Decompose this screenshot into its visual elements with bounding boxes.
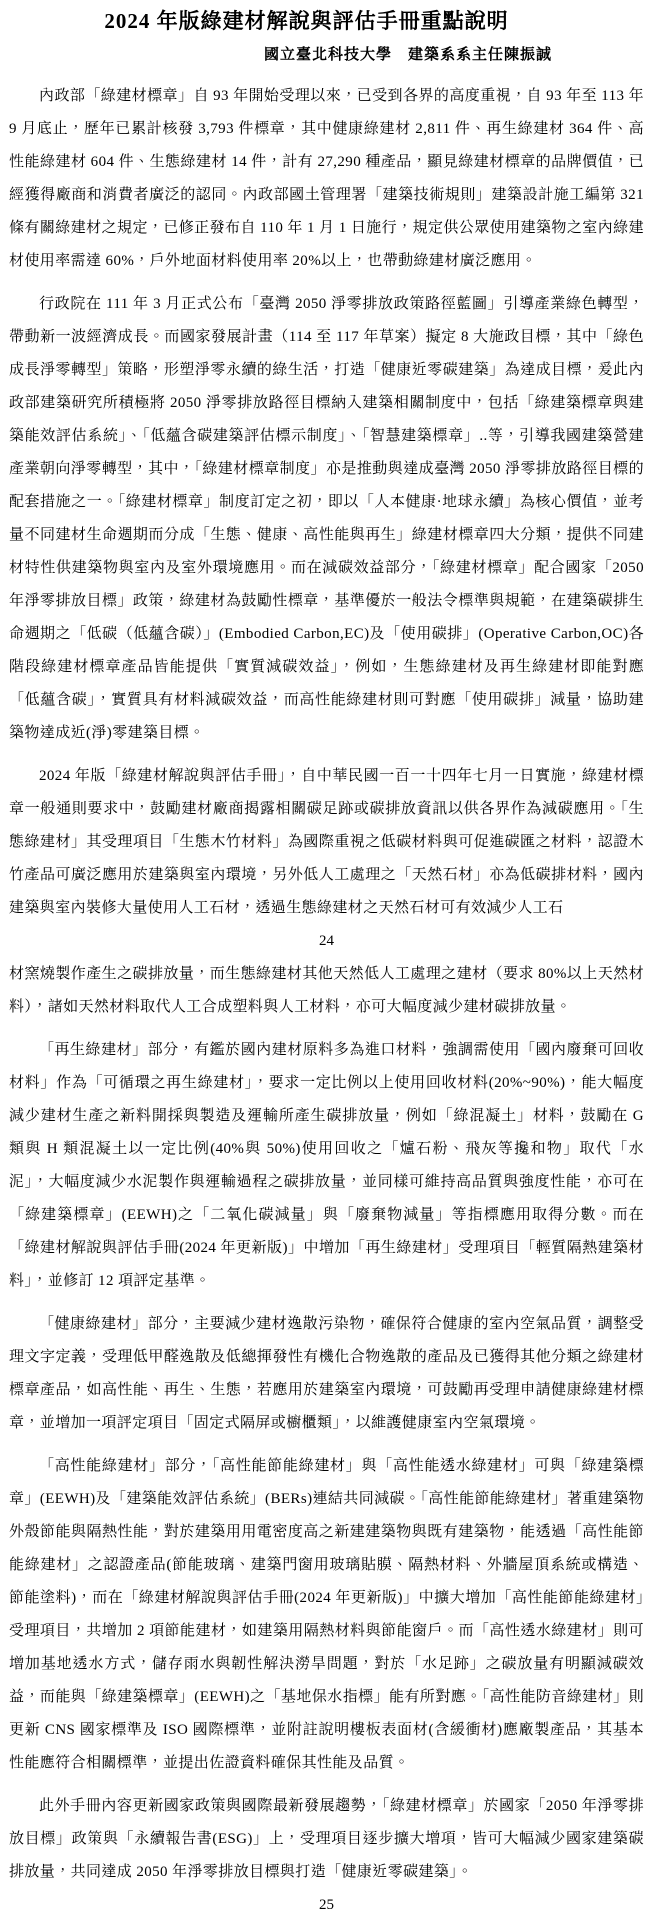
body-paragraph-3-continued: 材窯燒製作產生之碳排放量，而生態綠建材其他天然低人工處理之建材（要求 80%以上天然材料），諸如天然材料取代人工合成塑料與人工材料，亦可大幅度減少建材碳排放量。 xyxy=(9,966,644,1015)
body-paragraph-3: 2024 年版「綠建材解說與評估手冊」，自中華民國一百一十四年七月一日實施，綠建材標章一般通則要求中，鼓勵建材廠商揭露相關碳足跡或碳排放資訊以供各界作為減碳應用。「生態綠建材」其受理項目「生態木竹材料」為國際重視之低碳材料與可促進碳匯之材料，認證木竹產品可廣泛應用於建築與室內環境，另外低人工處理之「天然石材」亦為低碳排材料，國內建築與室內裝修大量使用人工石材，透過生態綠建材之天然石材可有效減少人工石 xyxy=(9,768,644,916)
page-title: 2024 年版綠建材解說與評估手冊重點說明 xyxy=(104,9,509,33)
page-number-25: 25 xyxy=(319,1897,334,1913)
body-paragraph-1: 內政部「綠建材標章」自 93 年開始受理以來，已受到各界的高度重視，自 93 年至 113 年 9 月底止，歷年已累計核發 3,793 件標章，其中健康綠建材 2,811 件、再生綠建材 364 件、高性能綠建材 604 件、生態綠建材 14 件，計有 27,290 種產品，顯見綠建材標章的品牌價值，已經獲得廠商和消費者廣泛的認同。內政部國土管理署「建築技術規則」建築設計施工編第 321 條有關綠建材之規定，已修正發布自 110 年 1 月 1 日施行，規定供公眾使用建築物之室內綠建材使用率需達 60%，戶外地面材料使用率 20%以上，也帶動綠建材廣泛應用。 xyxy=(9,88,644,269)
body-paragraph-4: 「再生綠建材」部分，有鑑於國內建材原料多為進口材料，強調需使用「國內廢棄可回收材料」作為「可循環之再生綠建材」，要求一定比例以上使用回收材料(20%~90%)，能大幅度減少建材生產之新料開採與製造及運輸所產生碳排放量，例如「綠混凝土」材料，鼓勵在 G 類與 H 類混凝土以一定比例(40%與 50%)使用回收之「爐石粉、飛灰等攙和物」取代「水泥」，大幅度減少水泥製作與運輸過程之碳排放量，並同樣可維持高品質與強度性能，亦可在「綠建築標章」(EEWH)之「二氧化碳減量」與「廢棄物減量」等指標應用取得分數。而在「綠建材解說與評估手冊(2024 年更新版)」中增加「再生綠建材」受理項目「輕質隔熱建築材料」，並修訂 12 項評定基準。 xyxy=(9,1042,644,1289)
body-paragraph-2: 行政院在 111 年 3 月正式公布「臺灣 2050 淨零排放政策路徑藍圖」引導產業綠色轉型，帶動新一波經濟成長。而國家發展計畫（114 至 117 年草案）擬定 8 大施政目標，其中「綠色成長淨零轉型」策略，形塑淨零永續的綠生活，打造「健康近零碳建築」為達成目標，爰此內政部建築研究所積極將 2050 淨零排放路徑目標納入建築相關制度中，包括「綠建築標章與建築能效評估系統」、「低蘊含碳建築評估標示制度」、「智慧建築標章」..等，引導我國建築營建產業朝向淨零轉型，其中，「綠建材標章制度」亦是推動與達成臺灣 2050 淨零排放路徑目標的配套措施之一。「綠建材標章」制度訂定之初，即以「人本健康·地球永續」為核心價值，並考量不同建材生命週期而分成「生態、健康、高性能與再生」綠建材標章四大分類，提供不同建材特性供建築物與室內及室外環境應用。而在減碳效益部分，「綠建材標章」配合國家「2050 年淨零排放目標」政策，綠建材為鼓勵性標章，基準優於一般法令標準與規範，在建築碳排生命週期之「低碳（低蘊含碳）」(Embodied Carbon,EC)及「使用碳排」(Operative Carbon,OC)各階段綠建材標章產品皆能提供「實質減碳效益」，例如，生態綠建材及再生綠建材即能對應「低蘊含碳」，實質具有材料減碳效益，而高性能綠建材則可對應「使用碳排」減量，協助建築物達成近(淨)零建築目標。 xyxy=(9,296,644,741)
body-paragraph-7: 此外手冊內容更新國家政策與國際最新發展趨勢，「綠建材標章」於國家「2050 年淨零排放目標」政策與「永續報告書(ESG)」上，受理項目逐步擴大增項，皆可大幅減少國家建築碳排放量，共同達成 2050 年淨零排放目標與打造「健康近零碳建築」。 xyxy=(9,1798,644,1880)
body-paragraph-5: 「健康綠建材」部分，主要減少建材逸散污染物，確保符合健康的室內空氣品質，調整受理文字定義，受理低甲醛逸散及低總揮發性有機化合物逸散的產品及已獲得其他分類之綠建材標章產品，如高性能、再生、生態，若應用於建築室內環境，可鼓勵再受理申請健康綠建材標章，並增加一項評定項目「固定式隔屏或櫥櫃類」，以維護健康室內空氣環境。 xyxy=(9,1316,644,1431)
page-number-24: 24 xyxy=(319,933,334,949)
body-paragraph-6: 「高性能綠建材」部分，「高性能節能綠建材」與「高性能透水綠建材」可與「綠建築標章」(EEWH)及「建築能效評估系統」(BERs)連結共同減碳。「高性能節能綠建材」著重建築物外殼節能與隔熱性能，對於建築用用電密度高之新建建築物與既有建築物，能透過「高性能節能綠建材」之認證產品(節能玻璃、建築門窗用玻璃貼膜、隔熱材料、外牆屋頂系統或構造、節能塗料)，而在「綠建材解說與評估手冊(2024 年更新版)」中擴大增加「高性能節能綠建材」受理項目，共增加 2 項節能建材，如建築用隔熱材料與節能窗戶。而「高性透水綠建材」則可增加基地透水方式，儲存雨水與韌性解決澇旱問題，對於「水足跡」之碳放量有明顯減碳效益，而能與「綠建築標章」(EEWH)之「基地保水指標」能有所對應。「高性能防音綠建材」則更新 CNS 國家標準及 ISO 國際標準，並附註說明樓板表面材(含緩衝材)應廠製產品，其基本性能應符合相關標準，並提出佐證資料確保其性能及品質。 xyxy=(9,1458,644,1771)
author-byline: 國立臺北科技大學 建築系系主任陳振誠 xyxy=(263,47,552,63)
